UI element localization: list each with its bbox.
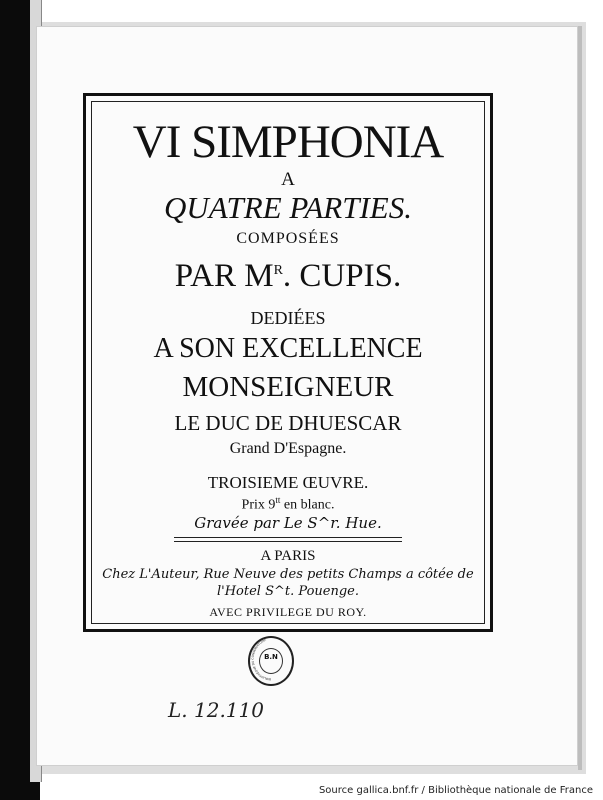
privilege-text: AVEC PRIVILEGE DU ROY.: [209, 605, 367, 619]
stamp-ring-text: BIBLIOTHÈQUE DU CONSERVATOIRE: [250, 638, 272, 682]
divider-rule: [174, 537, 402, 542]
subtitle-quatre-parties: QUATRE PARTIES.: [164, 190, 412, 225]
duc-text: LE DUC DE DHUESCAR: [174, 411, 402, 435]
composer-name: . CUPIS.: [282, 258, 402, 294]
oeuvre-text: TROISIEME ŒUVRE.: [207, 473, 369, 492]
excellence-text: A SON EXCELLENCE: [153, 333, 423, 364]
composer-prefix: PAR M: [174, 258, 274, 294]
dediees-text: DEDIÉES: [250, 308, 326, 328]
composees-text: COMPOSÉES: [236, 230, 340, 247]
library-stamp: [248, 636, 294, 686]
composer-line: [86, 258, 490, 295]
stamp-inner-ring: [259, 648, 283, 674]
source-credit: Source gallica.bnf.fr / Bibliothèque nationale de France: [318, 785, 593, 796]
main-title: VI SIMPHONIA: [132, 116, 444, 168]
title-content: [86, 96, 490, 629]
price-suffix: en blanc.: [280, 497, 335, 513]
title-a: A: [281, 169, 295, 190]
paris-text: A PARIS: [260, 548, 316, 564]
address-line-2: l'Hotel S^t. Pouenge.: [216, 584, 360, 599]
monseigneur-text: MONSEIGNEUR: [182, 371, 394, 403]
price-line: [86, 495, 490, 514]
price-sup: tt: [275, 495, 281, 505]
title-frame: [83, 93, 493, 632]
engraver-text: Gravée par Le S^r. Hue.: [194, 514, 382, 532]
composer-sup: R: [273, 263, 283, 278]
price-prefix: Prix 9: [241, 497, 276, 513]
address-line-1: Chez L'Auteur, Rue Neuve des petits Champs a côtée de: [102, 567, 474, 582]
grand-espagne-text: Grand D'Espagne.: [229, 440, 347, 457]
stamp-center-text: B.N: [264, 653, 278, 661]
page-edge: [578, 26, 582, 770]
shelfmark: L. 12.110: [168, 698, 264, 722]
